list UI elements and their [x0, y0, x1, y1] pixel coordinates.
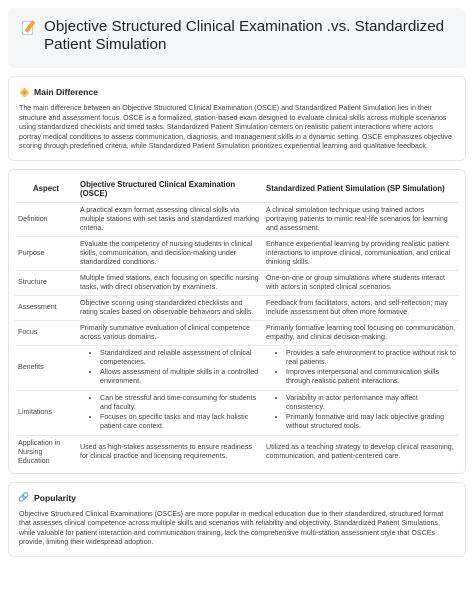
osce-cell: Multiple timed stations, each focusing on specific nursing tasks, with direct observation by examiners. — [77, 270, 263, 295]
osce-cell — [77, 345, 263, 390]
list-item: • Can be stressful and time-consuming for students and faculty. — [100, 394, 260, 412]
table-header-row — [15, 176, 459, 203]
popularity-text: Objective Structured Clinical Examinations (OSCEs) are more popular in medical education due to their standardized, structured format that assesses clinical competence across multiple skills and scenarios with reliability and objectivity. Standardized Patient Simulations, while valuable for patient interaction and communication training, lack the comprehensive multi-station assessment style that OSCEs provide, limiting their widespread adoption. — [19, 509, 444, 546]
table-row — [15, 435, 459, 469]
table-row — [15, 236, 459, 270]
sp-cell: Utilized as a teaching strategy to develop clinical reasoning, communication, and patient-centered care. — [266, 443, 454, 460]
main-difference-section — [8, 76, 466, 161]
list-item: • Provides a safe environment to practice without risk to real patients. — [286, 349, 456, 367]
table-row — [15, 390, 459, 435]
diamond-icon — [19, 87, 29, 97]
header-osce: Objective Structured Clinical Examination (OSCE) — [77, 176, 263, 203]
sp-cell — [263, 390, 459, 435]
osce-cell: Used as high-stakes assessments to ensure readiness for clinical practice and licensing requirements. — [80, 443, 252, 460]
list-item: • Improves interpersonal and communication skills through realistic patient interactions. — [286, 368, 456, 386]
sp-cell: One-on-one or group simulations where students interact with actors in scripted clinical scenarios. — [263, 270, 459, 295]
list-item: • Focuses on specific tasks and may lack holistic patient care context. — [100, 413, 260, 431]
aspect-cell: Structure — [15, 270, 77, 295]
sp-cell — [263, 345, 459, 390]
popularity-heading — [19, 493, 455, 503]
main-difference-heading — [19, 87, 455, 97]
table-row — [15, 345, 459, 390]
aspect-cell: Definition — [15, 202, 77, 236]
sp-cell: Enhance experiential learning by providing realistic patient interactions to improve clinical, communication, and critical thinking skills. — [263, 236, 459, 270]
list-item: • Standardized and reliable assessment of clinical competencies. — [100, 349, 260, 367]
aspect-cell: Purpose — [15, 236, 77, 270]
osce-limitations-list — [80, 394, 260, 431]
table-row — [15, 295, 459, 320]
osce-benefits-list — [80, 349, 260, 386]
sp-cell: Primarily formative learning tool focusing on communication, empathy, and clinical decision-making. — [263, 320, 459, 345]
osce-cell: Objective scoring using standardized checklists and rating scales based on observable behaviors and skills. — [77, 295, 263, 320]
popularity-section — [8, 482, 466, 557]
osce-cell: A practical exam format assessing clinical skills via multiple stations with set tasks and standardized marking criteria. — [77, 202, 263, 236]
osce-cell — [77, 390, 263, 435]
page-title: Objective Structured Clinical Examination .vs. Standardized Patient Simulation — [44, 18, 445, 53]
comparison-table — [15, 176, 459, 469]
list-item: • Primarily formative and may lack objective grading without structured tools. — [286, 413, 456, 431]
osce-cell: Evaluate the competency of nursing students in clinical skills, communication, and decision-making under standardized conditions. — [77, 236, 263, 270]
sp-limitations-list — [266, 394, 456, 431]
aspect-cell: Application in Nursing Education — [18, 438, 61, 465]
header-sp: Standardized Patient Simulation (SP Simulation) — [263, 176, 459, 203]
header-aspect: Aspect — [15, 176, 77, 203]
aspect-cell: Benefits — [15, 345, 77, 390]
aspect-cell: Focus — [15, 320, 77, 345]
main-difference-text: The main difference between an Objective Structured Clinical Examination (OSCE) and Standardized Patient Simulation lies in their structure and assessment focus. OSCE is a formalized, station-based exam designed to evaluate clinical skills across multiple scenarios using standardized checklists and timed tasks. Standardized Patient Simulation centers on realistic patient interactions where actors portray medical conditions to assess communication, diagnosis, and management skills in a dynamic setting. OSCE emphasizes objective scoring through predefined criteria, while Standardized Patient Simulation prioritizes experiential learning and qualitative feedback. — [19, 104, 452, 150]
main-difference-title: Main Difference — [34, 87, 98, 97]
document-pen-icon — [22, 20, 36, 36]
osce-cell: Primarily summative evaluation of clinical competence across various domains. — [77, 320, 263, 345]
link-icon: 🔗 — [18, 492, 30, 502]
table-row — [15, 270, 459, 295]
sp-benefits-list — [266, 349, 456, 386]
aspect-cell: Assessment — [15, 295, 77, 320]
list-item: • Allows assessment of multiple skills in a controlled environment. — [100, 368, 260, 386]
list-item: • Variability in actor performance may affect consistency. — [286, 394, 456, 412]
aspect-cell: Limitations — [15, 390, 77, 435]
popularity-title: Popularity — [34, 492, 77, 503]
sp-cell: A clinical simulation technique using trained actors portraying patients to mimic real-life scenarios for learning and assessment. — [263, 202, 459, 236]
page-header — [8, 8, 466, 68]
sp-cell: Feedback from facilitators, actors, and self-reflection; may include assessment but often more formative. — [263, 295, 459, 320]
page-title-row — [20, 18, 456, 54]
table-row — [15, 202, 459, 236]
comparison-table-card — [8, 169, 466, 474]
table-row — [15, 320, 459, 345]
